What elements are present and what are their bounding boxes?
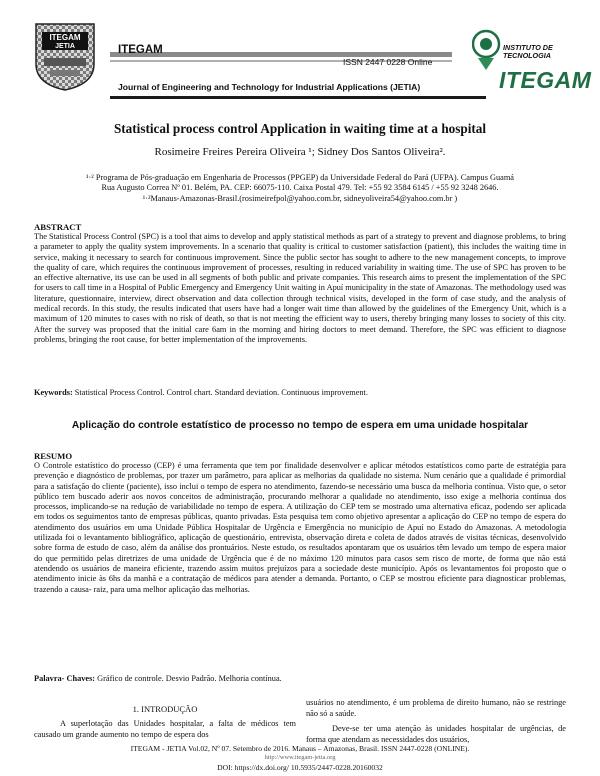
footer-citation: ITEGAM - JETIA Vol.02, Nº 07. Setembro de 2016. Manaus – Amazonas, Brasil. ISSN 2447-0228 (ONLINE). xyxy=(130,744,470,753)
resumo-text: O Controle estatístico do processo (CEP) é uma ferramenta que tem por finalidade desenvolver e aplicar métodos estatísticos como parte de estratégia para prevenção e diagnóstico de problemas, por trazer um parâmetro, para aplicar as melhorias da qualidade no sistema. Num cenário que a qualidade é primordial para a satisfação do cliente (paciente), isso inclui o tempo de espera no atendimento, fazendo-se necessário uma busca da melhoria contínua. Visto que, o setor público tem buscado aderir aos novos conceitos de administração, procurando melhorar a qualidade no atendimento, isso exige a melhoria contínua dos processos, implicando-se na redução de variabilidade no tempo de espera. A utilização do CEP tem se mostrado uma alternativa eficaz, podendo ser aplicada em todos os seguimentos tanto de empresas públicas, quanto privadas. Esta pesquisa tem como objetivo apresentar a aplicação do CEP no tempo de espera do atendimento dos usuários em uma Unidade Pública Hospitalar de Urgência e Emergência no município de Apuí no Estado do Amazonas. A metodologia utilizada foi o levantamento bibliográfico, aplicação de questionário, entrevista, observação direta e coleta de dados através de visitas técnicas, desenvolvido sobre forma de estudo de caso, além da análise dos prontuários. Neste estudo, os resultados apontaram que os usuários têm levado um tempo de espera maior do que permitido pelas diretrizes de uma unidade de Urgência que é de no máximo 120 minutos para casos sem risco de morte, de forma que não está atendendo os usuários de maneira eficiente, trazendo assim muitos prejuízos para a sociedade deste município. Após os levantamentos foi proposto que o atendimento inicie às 6hs da manhã e a contratação de médicos para atender a demanda. Portanto, o CEP se mostrou eficiente para diagnosticar problemas, trazendo a causa- raiz, para uma melhor aplicação das melhorias. xyxy=(34,461,566,594)
affiliation-line: Rua Augusto Correa Nº 01. Belém, PA. CEP: 66075-110. Caixa Postal 479. Tel: +55 92 3584 6145 / +55 92 3248 2646. xyxy=(101,183,499,193)
svg-text:ITEGAM: ITEGAM xyxy=(49,33,81,42)
page-footer xyxy=(0,744,600,772)
journal-short-name: ITEGAM xyxy=(118,44,163,56)
affiliation-line: ¹·² Programa de Pós-graduação em Engenharia de Processos (PPGEP) da Universidade Federal do Pará (UFPA). Campus Guamá xyxy=(86,173,514,182)
institute-brand: ITEGAM xyxy=(499,67,592,93)
intro-heading: 1. INTRODUÇÃO xyxy=(132,704,198,714)
svg-text:JETIA: JETIA xyxy=(55,43,75,50)
resumo-heading: RESUMO xyxy=(34,451,73,461)
institute-name: INSTITUTO DE TECNOLOGIA xyxy=(503,43,553,60)
footer-doi[interactable]: DOI: https://dx.doi.org/ 10.5935/2447-0228.20160032 xyxy=(217,762,383,772)
affiliation xyxy=(40,173,560,204)
affiliation-line: ¹·²Manaus-Amazonas-Brasil.(rosimeirefpol@yahoo.com.br, sidneyoliveira54@yahoo.com.br ) xyxy=(142,193,458,203)
keywords: Keywords: Statistical Process Control. Control chart. Standard deviation. Continuous improvement. xyxy=(34,388,368,397)
journal-full-name: Journal of Engineering and Technology for Industrial Applications (JETIA) xyxy=(118,82,421,92)
intro-right-text-2: Deve-se ter uma atenção às unidades hospitalar de urgências, de forma que atendam as necessidades dos usuários, xyxy=(306,724,566,744)
header-rule-black xyxy=(110,96,486,99)
intro-right-text-1: usuários no atendimento, é um problema de direito humano, não se restringe não só a saúde. xyxy=(306,698,566,718)
palavras-chave: Palavra- Chaves: Gráfico de controle. Desvio Padrão. Melhoria contínua. xyxy=(34,674,282,683)
itegam-jetia-logo xyxy=(32,20,98,92)
issn: ISSN 2447 0228 Online xyxy=(343,57,433,67)
journal-header xyxy=(32,20,592,110)
abstract-heading: ABSTRACT xyxy=(34,222,82,232)
footer-url[interactable]: http://www.itegam-jetia.org xyxy=(264,754,336,762)
paper-title: Statistical process control Application in waiting time at a hospital xyxy=(113,121,487,136)
paper-authors: Rosimeire Freires Pereira Oliveira ¹; Sidney Dos Santos Oliveira². xyxy=(154,146,446,158)
intro-left-text: A superlotação das Unidades hospitalar, a falta de médicos tem causado um grande aumento no tempo de espera dos xyxy=(34,719,296,739)
abstract-text: The Statistical Process Control (SPC) is a tool that aims to develop and apply statistical methods as part of a strategy to prevent and diagnose problems, to bring a parameter to apply the quality system improvements. In a scenario that quality is critical to customer satisfaction (patient), this includes the waiting time in service, making it necessary to search for continuous improvement. Since the public sector has sought to adhere to the new management concepts, to improve the quality of care, which requires the continuous improvement of processes, resulting in reduced variability in waiting time. The use of SPC has proven to be an effective alternative, its use can be used in all segments of both public and private companies. This research aims to present the implementation of the SPC for users to call time in a Hospital of Public Emergency and Emergency Unit waiting in Apuí municipality in the state of Amazonas. The methodology used was literature, questionnaire, interview, direct observation and data collection through technical visits, developed in the form of case study, and the analysis of medical records. In this study, the results indicated that users have had a longer wait time than allowed by the guidelines of the Emergency Unit, which is a maximum of 120 minutes to cases with no risk of death, so that is not meeting the efficient way to users, thereby bringing many losses to society of this city. After the survey was proposed that the initial care 6am in the morning and hiring doctors to meet demand. Therefore, the SPC was efficient to diagnose problems, bringing the root cause, for better implementation of the improvements. xyxy=(34,232,566,344)
portuguese-title: Aplicação do controle estatístico de processo no tempo de espera em uma unidade hospitalar xyxy=(71,420,529,431)
